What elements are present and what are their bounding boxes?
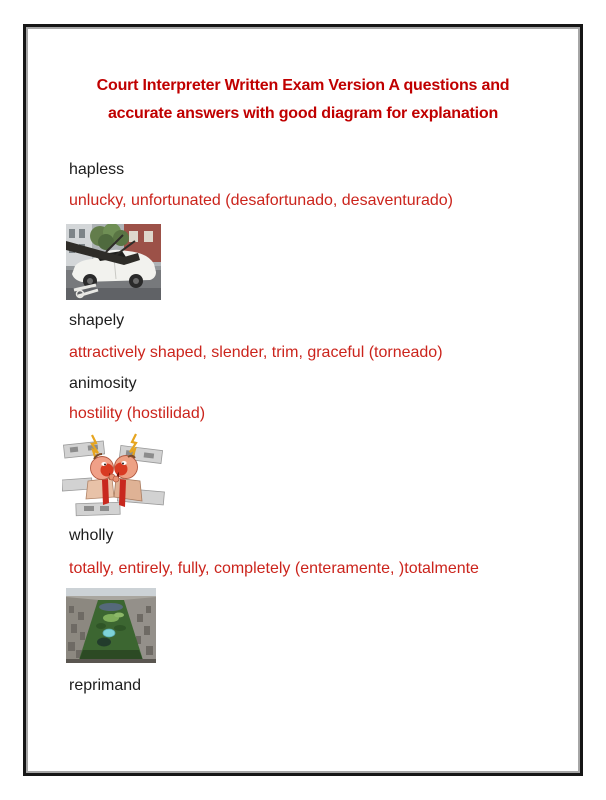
vocab-word-shapely: shapely (69, 312, 125, 329)
vocab-definition-animosity: hostility (hostilidad) (69, 405, 206, 422)
animosity-angry-men-cartoon (62, 433, 166, 518)
vocab-definition-hapless: unlucky, unfortunated (desafortunado, desaventurado) (69, 192, 453, 209)
page-title (36, 72, 570, 128)
vocab-definition-shapely: attractively shaped, slender, trim, graceful (torneado) (69, 344, 443, 361)
wholly-central-park-aerial-photo (66, 588, 156, 663)
vocab-word-animosity: animosity (69, 375, 137, 392)
hapless-car-crushed-by-tree-photo (66, 224, 161, 300)
vocab-definition-wholly: totally, entirely, fully, completely (enteramente, )totalmente (69, 560, 479, 577)
vocab-word-wholly: wholly (69, 527, 114, 544)
page-border-frame (23, 24, 583, 776)
page-title-line2: accurate answers with good diagram for explanation (107, 105, 499, 122)
vocab-word-hapless: hapless (69, 161, 125, 178)
page-title-line1: Court Interpreter Written Exam Version A questions and (96, 77, 510, 94)
vocab-word-reprimand: reprimand (69, 677, 142, 694)
